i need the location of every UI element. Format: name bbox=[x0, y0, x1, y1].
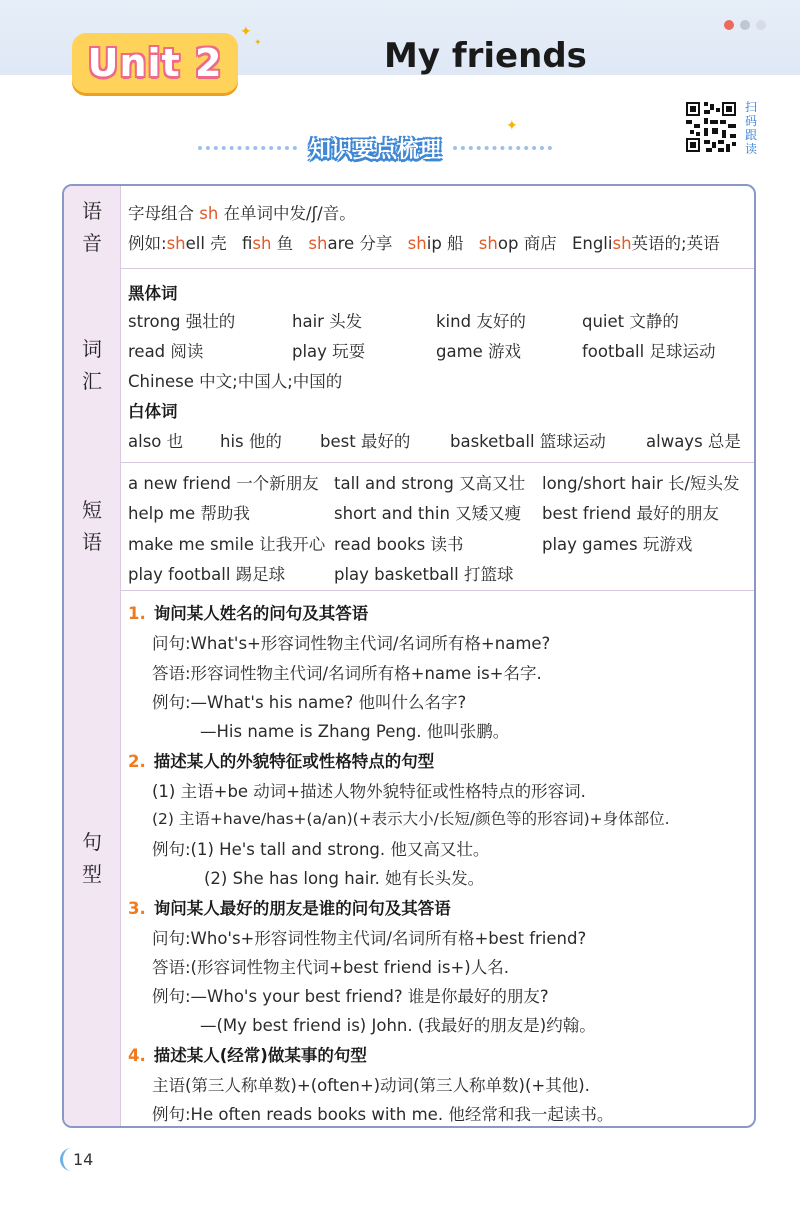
phrase: help me 帮助我 bbox=[128, 504, 250, 523]
row-label-char: 汇 bbox=[82, 369, 102, 393]
example-word: ell bbox=[185, 234, 205, 253]
vocab-word: best 最好的 bbox=[320, 432, 411, 451]
pronunciation-examples bbox=[128, 230, 720, 254]
pattern-line: 例句:He often reads books with me. 他经常和我一起读书。 bbox=[152, 1105, 614, 1124]
example-word: Engli bbox=[571, 234, 613, 253]
knowledge-table bbox=[62, 184, 756, 1128]
dot-1 bbox=[724, 20, 734, 30]
sparkle-icon: ✦ bbox=[240, 24, 252, 40]
example-meaning: 船 bbox=[447, 234, 464, 253]
example-label: 例如: bbox=[128, 234, 167, 253]
example-meaning: 商店 bbox=[523, 234, 557, 253]
pattern-title-row bbox=[128, 1042, 367, 1066]
scan-label bbox=[742, 100, 760, 156]
sparkle-icon: ✦ bbox=[254, 38, 262, 48]
vocabulary-body bbox=[128, 268, 746, 462]
example-word-hl: sh bbox=[308, 234, 328, 253]
pattern-line: 问句:What's+形容词性物主代词/名词所有格+name? bbox=[152, 634, 551, 653]
pronunciation-row bbox=[64, 186, 754, 269]
pattern-line: 例句:(1) He's tall and strong. 他又高又壮。 bbox=[152, 840, 490, 859]
scan-label-char: 跟 bbox=[744, 128, 757, 142]
example-word-hl: sh bbox=[407, 234, 427, 253]
pronunciation-rule bbox=[128, 200, 356, 224]
rule-text: 字母组合 bbox=[128, 204, 200, 223]
pattern-line: 答语:形容词性物主代词/名词所有格+name is+名字. bbox=[152, 664, 542, 683]
page-number: 14 bbox=[60, 1148, 99, 1171]
example-meaning: 英语的;英语 bbox=[631, 234, 720, 253]
pattern-title: 描述某人的外貌特征或性格特点的句型 bbox=[153, 752, 435, 771]
vocab-word: game 游戏 bbox=[436, 342, 522, 361]
plain-words-heading: 白体词 bbox=[128, 402, 178, 421]
pattern-number: 1. bbox=[128, 604, 146, 623]
pattern-line: (2) She has long hair. 她有长头发。 bbox=[204, 869, 485, 888]
scan-label-char: 码 bbox=[744, 114, 757, 128]
pattern-line: 例句:—What's his name? 他叫什么名字? bbox=[152, 693, 467, 712]
row-label bbox=[64, 186, 121, 268]
rule-text: 在单词中发/ʃ/音。 bbox=[218, 204, 356, 223]
vocab-word: hair 头发 bbox=[292, 312, 363, 331]
pattern-title-row bbox=[128, 748, 434, 772]
row-label-char: 句 bbox=[82, 830, 102, 854]
pattern-number: 2. bbox=[128, 752, 146, 771]
example-word-hl: sh bbox=[478, 234, 498, 253]
pattern-title: 询问某人最好的朋友是谁的问句及其答语 bbox=[153, 899, 451, 918]
example-meaning: 壳 bbox=[210, 234, 227, 253]
rule-letters: sh bbox=[199, 204, 219, 223]
phrases-body bbox=[128, 462, 746, 590]
row-label bbox=[64, 462, 121, 590]
sentences-body bbox=[128, 590, 746, 1126]
pattern-line: 例句:—Who's your best friend? 谁是你最好的朋友? bbox=[152, 987, 549, 1006]
phrase: play games 玩游戏 bbox=[542, 535, 693, 554]
example-word: fi bbox=[241, 234, 253, 253]
sentences-row bbox=[64, 590, 754, 1126]
dotted-divider bbox=[198, 146, 297, 150]
pattern-title-row bbox=[128, 895, 451, 919]
pattern-line: —(My best friend is) John. (我最好的朋友是)约翰。 bbox=[200, 1016, 596, 1035]
vocab-word: basketball 篮球运动 bbox=[450, 432, 606, 451]
vocab-word: kind 友好的 bbox=[436, 312, 526, 331]
unit-title: My friends bbox=[384, 36, 587, 76]
example-word-hl: sh bbox=[166, 234, 186, 253]
row-label-char: 音 bbox=[82, 231, 102, 255]
pattern-title: 描述某人(经常)做某事的句型 bbox=[153, 1046, 367, 1065]
pattern-line: 主语(第三人称单数)+(often+)动词(第三人称单数)(+其他). bbox=[152, 1076, 590, 1095]
section-heading-label: 知识要点梳理 bbox=[309, 137, 442, 163]
unit-badge bbox=[72, 33, 238, 93]
pattern-line: 问句:Who's+形容词性物主代词/名词所有格+best friend? bbox=[152, 929, 587, 948]
pattern-line: (2) 主语+have/has+(a/an)(+表示大小/长短/颜色等的形容词)+身体部位. bbox=[152, 810, 670, 828]
phrases-row bbox=[64, 462, 754, 591]
scan-label-char: 扫 bbox=[744, 100, 757, 114]
example-meaning: 鱼 bbox=[276, 234, 294, 253]
pattern-number: 4. bbox=[128, 1046, 146, 1065]
vocab-word: also 也 bbox=[128, 432, 184, 451]
vocab-word: strong 强壮的 bbox=[128, 312, 236, 331]
page-dots bbox=[724, 20, 766, 30]
qr-code-icon[interactable] bbox=[684, 100, 738, 154]
pattern-line: 答语:(形容词性物主代词+best friend is+)人名. bbox=[152, 958, 509, 977]
phrase: best friend 最好的朋友 bbox=[542, 504, 719, 523]
pattern-title-row bbox=[128, 600, 368, 624]
example-word-hl: sh bbox=[252, 234, 272, 253]
vocab-word: his 他的 bbox=[220, 432, 282, 451]
phrase: play football 踢足球 bbox=[128, 565, 286, 584]
vocab-word: quiet 文静的 bbox=[582, 312, 679, 331]
phrase: a new friend 一个新朋友 bbox=[128, 474, 319, 493]
example-word: op bbox=[497, 234, 519, 253]
phrase: read books 读书 bbox=[334, 535, 464, 554]
row-label bbox=[64, 268, 121, 462]
unit-label: Unit 2 bbox=[87, 41, 223, 85]
vocab-word: Chinese 中文;中国人;中国的 bbox=[128, 372, 343, 391]
row-label-char: 语 bbox=[82, 530, 102, 554]
sparkle-icon: ✦ bbox=[506, 118, 518, 134]
bold-words-heading: 黑体词 bbox=[128, 284, 178, 303]
pattern-number: 3. bbox=[128, 899, 146, 918]
dot-2 bbox=[740, 20, 750, 30]
section-heading bbox=[190, 128, 560, 168]
example-word-hl: sh bbox=[612, 234, 632, 253]
row-label-char: 语 bbox=[82, 199, 102, 223]
example-word: are bbox=[327, 234, 355, 253]
pattern-line: —His name is Zhang Peng. 他叫张鹏。 bbox=[200, 722, 510, 741]
dotted-divider bbox=[453, 146, 552, 150]
dot-3 bbox=[756, 20, 766, 30]
phrase: long/short hair 长/短头发 bbox=[542, 474, 740, 493]
scan-label-char: 读 bbox=[744, 142, 757, 156]
vocab-word: football 足球运动 bbox=[582, 342, 716, 361]
vocab-word: play 玩耍 bbox=[292, 342, 366, 361]
row-label-char: 型 bbox=[82, 862, 102, 886]
example-word: ip bbox=[426, 234, 442, 253]
pattern-title: 询问某人姓名的问句及其答语 bbox=[153, 604, 369, 623]
phrase: short and thin 又矮又瘦 bbox=[334, 504, 522, 523]
row-label bbox=[64, 590, 121, 1126]
vocab-word: always 总是 bbox=[646, 432, 741, 451]
vocab-word: read 阅读 bbox=[128, 342, 204, 361]
pronunciation-body bbox=[128, 186, 746, 268]
vocabulary-row bbox=[64, 268, 754, 463]
phrase: play basketball 打篮球 bbox=[334, 565, 514, 584]
example-meaning: 分享 bbox=[359, 234, 393, 253]
phrase: tall and strong 又高又壮 bbox=[334, 474, 526, 493]
pattern-line: (1) 主语+be 动词+描述人物外貌特征或性格特点的形容词. bbox=[152, 782, 586, 801]
row-label-char: 词 bbox=[82, 337, 102, 361]
phrase: make me smile 让我开心 bbox=[128, 535, 326, 554]
row-label-char: 短 bbox=[82, 498, 102, 522]
